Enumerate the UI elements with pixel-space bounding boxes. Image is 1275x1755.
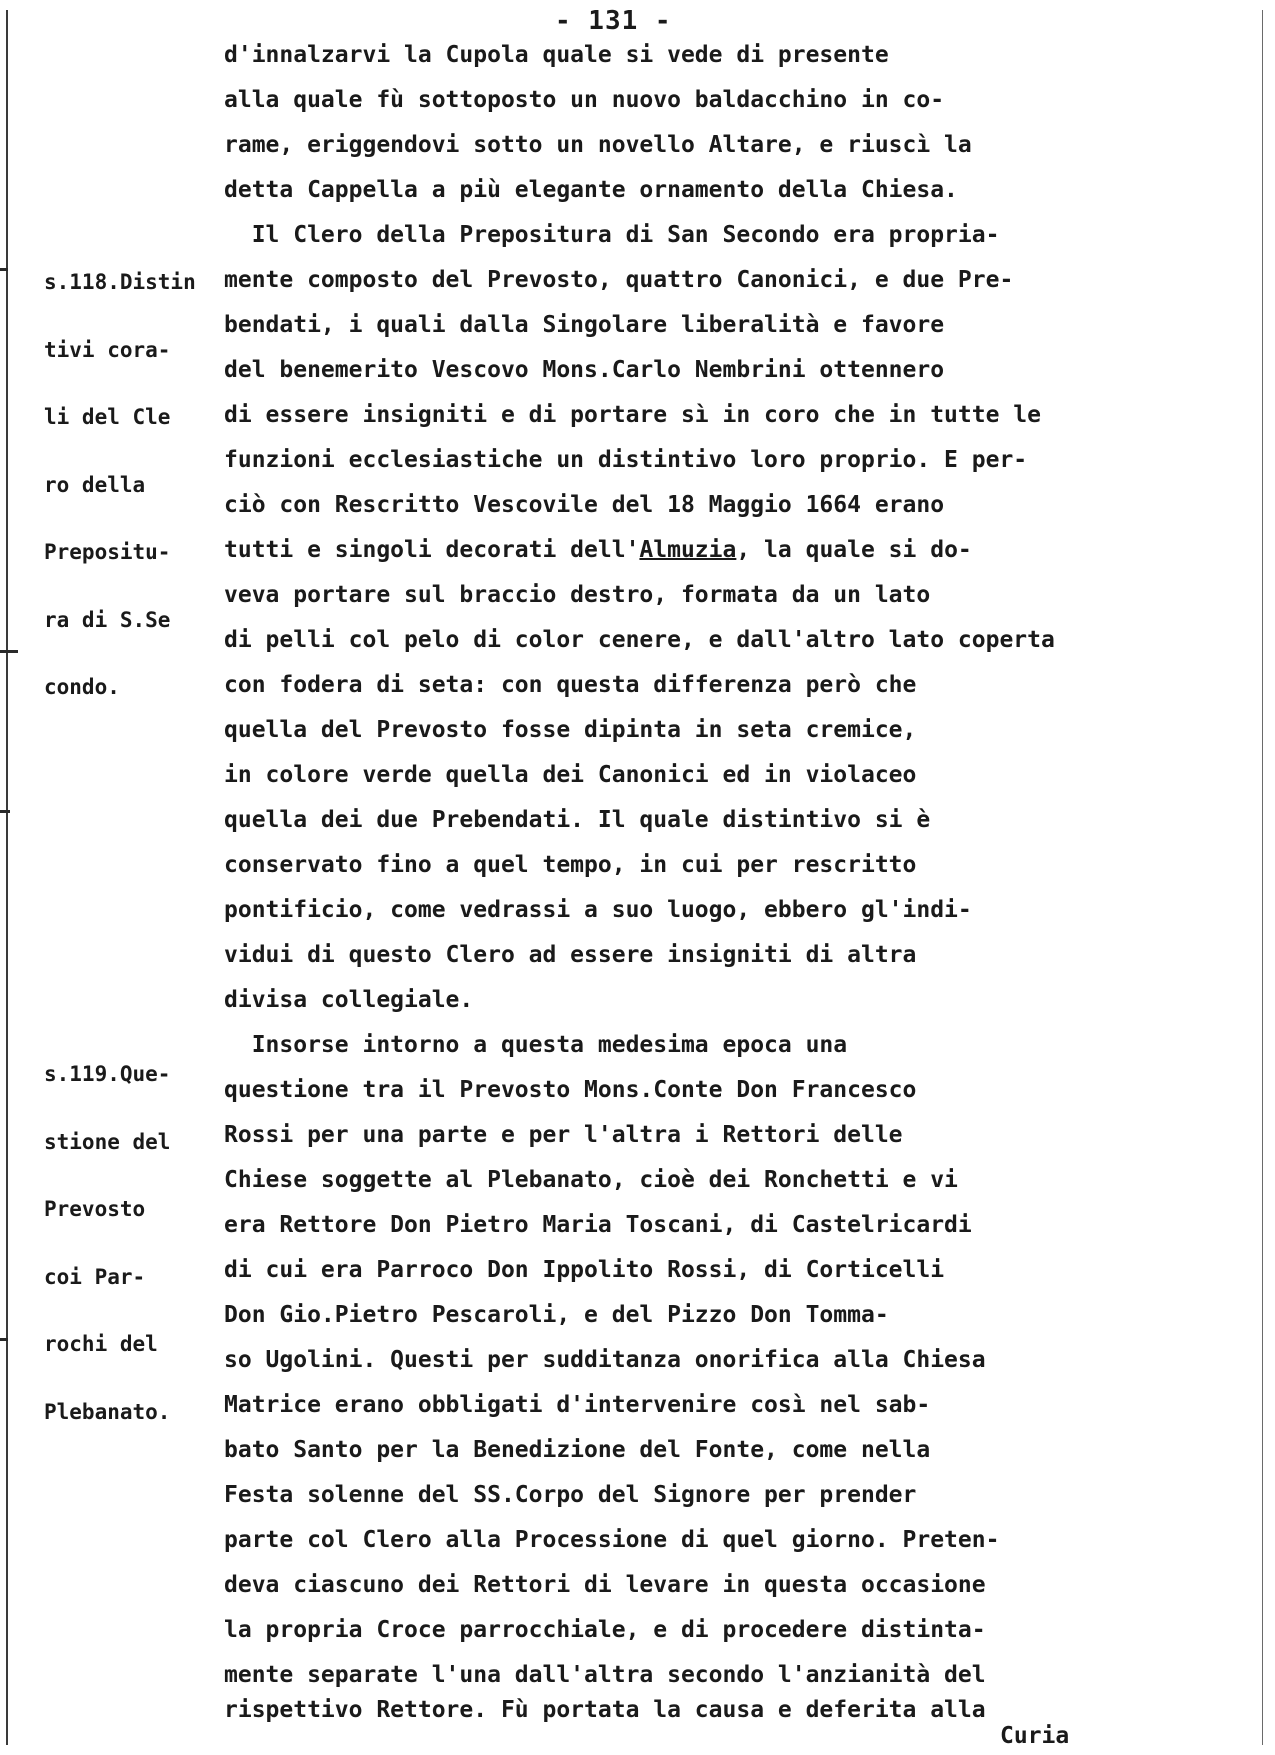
body-text: tutti e singoli decorati dell' xyxy=(224,537,640,563)
margin-note-line: s.119.Que- xyxy=(44,1062,171,1086)
body-line: vidui di questo Clero ad essere insigniti di altra xyxy=(224,942,917,968)
body-line: quella del Prevosto fosse dipinta in seta cremice, xyxy=(224,717,917,743)
margin-note-line: ra di S.Se xyxy=(44,607,171,632)
body-line: Chiese soggette al Plebanato, cioè dei Ronchetti e vi xyxy=(224,1167,958,1193)
body-line: questione tra il Prevosto Mons.Conte Don Francesco xyxy=(224,1077,917,1103)
body-line: quella dei due Prebendati. Il quale distintivo si è xyxy=(224,807,931,833)
body-line: Rossi per una parte e per l'altra i Rettori delle xyxy=(224,1122,903,1148)
margin-note-line: condo. xyxy=(44,675,120,699)
body-line: di pelli col pelo di color cenere, e dall'altro lato coperta xyxy=(224,627,1055,653)
body-line: del benemerito Vescovo Mons.Carlo Nembrini ottennero xyxy=(224,357,945,383)
margin-note-line: li del Cle xyxy=(44,405,171,429)
margin-note-line: coi Par- xyxy=(44,1264,146,1289)
edge-tick xyxy=(0,810,10,813)
body-line: deva ciascuno dei Rettori di levare in questa occasione xyxy=(224,1572,986,1598)
margin-note-119 xyxy=(44,1018,170,1468)
body-line: veva portare sul braccio destro, formata da un lato xyxy=(224,582,931,608)
body-line: Matrice erano obbligati d'intervenire così nel sab- xyxy=(224,1392,931,1418)
margin-note-line: tivi cora- xyxy=(44,337,171,362)
edge-tick xyxy=(0,268,8,271)
body-line: Il Clero della Prepositura di San Secondo era propria- xyxy=(224,222,1000,248)
margin-note-line: rochi del xyxy=(44,1332,158,1356)
body-line: bato Santo per la Benedizione del Fonte, come nella xyxy=(224,1437,931,1463)
body-line: so Ugolini. Questi per sudditanza onorifica alla Chiesa xyxy=(224,1347,986,1373)
margin-note-line: Prepositu- xyxy=(44,540,171,564)
margin-note-line: ro della xyxy=(44,472,146,497)
body-line: era Rettore Don Pietro Maria Toscani, di Castelricardi xyxy=(224,1212,972,1238)
body-line: in colore verde quella dei Canonici ed in violaceo xyxy=(224,762,917,788)
body-line: mente composto del Prevosto, quattro Canonici, e due Pre- xyxy=(224,267,1014,293)
body-line: Festa solenne del SS.Corpo del Signore per prender xyxy=(224,1482,917,1508)
body-line: bendati, i quali dalla Singolare liberalità e favore xyxy=(224,312,945,338)
body-line: alla quale fù sottoposto un nuovo baldacchino in co- xyxy=(224,87,945,113)
edge-tick xyxy=(0,1338,8,1341)
body-line: ciò con Rescritto Vescovile del 18 Maggio 1664 erano xyxy=(224,492,945,518)
body-line: Don Gio.Pietro Pescaroli, e del Pizzo Don Tomma- xyxy=(224,1302,889,1328)
body-line: di essere insigniti e di portare sì in coro che in tutte le xyxy=(224,402,1041,428)
body-line: rispettivo Rettore. Fù portata la causa e deferita alla xyxy=(224,1697,986,1723)
body-line: detta Cappella a più elegante ornamento della Chiesa. xyxy=(224,177,958,203)
margin-note-118 xyxy=(44,226,196,744)
underlined-term-almuzia: Almuzia xyxy=(639,537,737,563)
body-line: di cui era Parroco Don Ippolito Rossi, di Corticelli xyxy=(224,1257,945,1283)
body-line: divisa collegiale. xyxy=(224,987,474,1013)
page-number: - 131 - xyxy=(555,6,672,36)
body-text: , la quale si do- xyxy=(736,537,972,563)
body-line: mente separate l'una dall'altra secondo l'anzianità del xyxy=(224,1662,986,1688)
edge-tick xyxy=(0,650,18,653)
body-line: d'innalzarvi la Cupola quale si vede di presente xyxy=(224,42,889,68)
body-line: la propria Croce parrocchiale, e di procedere distinta- xyxy=(224,1617,986,1643)
right-edge-line xyxy=(1262,10,1263,1745)
body-line: pontificio, come vedrassi a suo luogo, ebbero gl'indi- xyxy=(224,897,972,923)
margin-note-line: Plebanato. xyxy=(44,1399,171,1424)
body-line: conservato fino a quel tempo, in cui per rescritto xyxy=(224,852,917,878)
margin-note-line: s.118.Distin xyxy=(44,270,196,294)
body-line: rame, eriggendovi sotto un novello Altare, e riuscì la xyxy=(224,132,972,158)
margin-note-line: Prevosto xyxy=(44,1197,146,1221)
margin-note-line: stione del xyxy=(44,1129,171,1154)
body-line: con fodera di seta: con questa differenza però che xyxy=(224,672,917,698)
body-line: funzioni ecclesiastiche un distintivo loro proprio. E per- xyxy=(224,447,1028,473)
body-line: Insorse intorno a questa medesima epoca una xyxy=(224,1032,848,1058)
body-line: parte col Clero alla Processione di quel giorno. Preten- xyxy=(224,1527,1000,1553)
body-line-almuzia xyxy=(224,536,972,564)
catchword: Curia xyxy=(1000,1723,1070,1749)
